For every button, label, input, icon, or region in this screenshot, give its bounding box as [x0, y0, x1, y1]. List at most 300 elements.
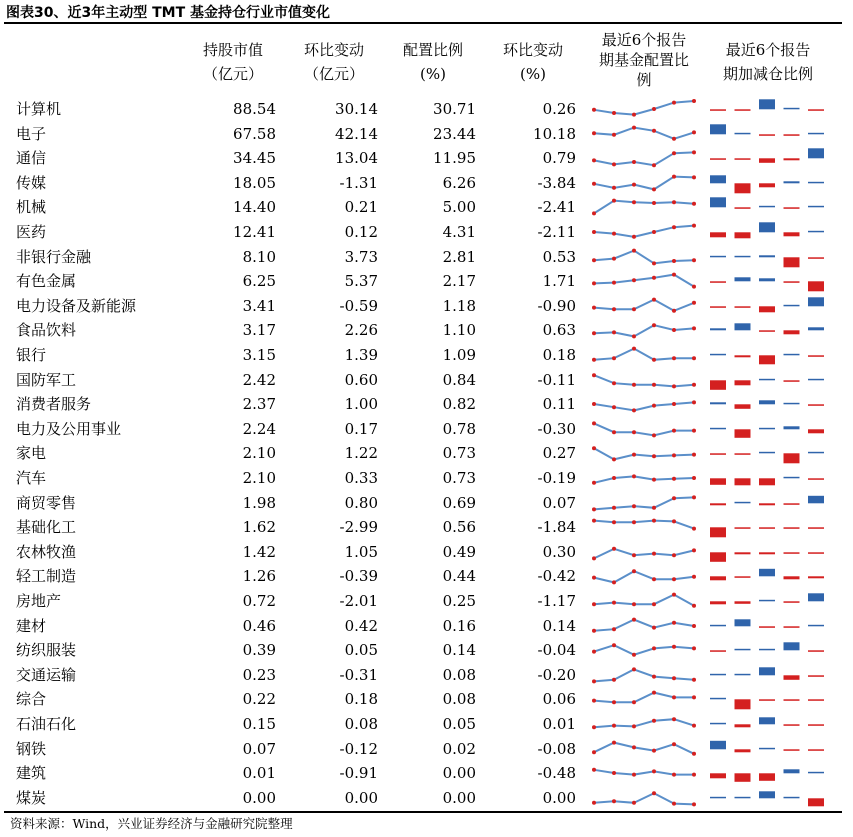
position-change-bar: [759, 428, 775, 430]
trend-point: [652, 276, 656, 280]
header-line: 环比变动: [502, 41, 563, 59]
value-cell: 30.71: [433, 100, 476, 118]
trend-point: [612, 547, 616, 551]
table-row: [0, 122, 853, 147]
value-cell: 5.00: [442, 198, 476, 217]
position-change-bar: [759, 747, 775, 749]
position-change-bars: [708, 269, 826, 294]
trend-point: [692, 285, 696, 289]
value-cell: 0.18: [542, 346, 576, 364]
position-change-bar: [808, 552, 824, 554]
header-line: 期加减仓比例: [722, 65, 813, 83]
value-cell: 8.10: [242, 247, 276, 266]
position-change-bar: [784, 426, 800, 429]
trend-point: [592, 258, 596, 262]
position-change-bar: [735, 255, 751, 256]
trend-point: [632, 248, 636, 252]
trend-point: [692, 773, 696, 777]
position-change-bar: [759, 99, 775, 109]
trend-point: [632, 182, 636, 186]
position-change-bar: [759, 478, 775, 485]
trend-line: [594, 693, 694, 703]
position-change-bar: [759, 183, 775, 187]
trend-sparkline: [588, 540, 700, 565]
trend-point: [632, 617, 636, 621]
trend-point: [652, 519, 656, 523]
trend-point: [692, 527, 696, 531]
table-row: [0, 343, 853, 368]
position-change-bars: [708, 737, 826, 762]
value-cell: 0.00: [542, 788, 576, 807]
trend-point: [692, 428, 696, 432]
position-change-bar: [808, 109, 824, 111]
position-change-bar: [735, 552, 751, 554]
position-change-bar: [759, 278, 775, 281]
position-change-bar: [808, 355, 824, 357]
value-cell: 0.46: [242, 616, 276, 635]
trend-sparkline: [588, 343, 700, 368]
value-cell: 2.26: [344, 321, 378, 340]
trend-point: [632, 453, 636, 457]
value-cell: 0.06: [542, 690, 576, 709]
header-line: (%): [420, 65, 446, 83]
position-change-bars: [708, 368, 826, 393]
trend-point: [632, 602, 636, 606]
trend-point: [632, 235, 636, 239]
table-row: [0, 195, 853, 220]
trend-point: [672, 477, 676, 481]
header-line: （亿元）: [303, 65, 364, 83]
trend-sparkline: [588, 294, 700, 319]
trend-point: [612, 601, 616, 605]
position-change-bar: [735, 797, 751, 799]
position-change-bars: [708, 687, 826, 712]
value-cell: -0.11: [537, 370, 576, 389]
position-change-bar: [759, 158, 775, 163]
table-row: [0, 466, 853, 491]
table-row: [0, 638, 853, 663]
trend-point: [672, 309, 676, 313]
value-cell: 0.82: [442, 395, 476, 414]
table-row: [0, 761, 853, 786]
position-change-bar: [784, 577, 800, 580]
position-change-bar: [735, 277, 751, 281]
trend-sparkline: [588, 638, 700, 663]
position-change-bar: [784, 208, 800, 210]
trend-point: [692, 401, 696, 405]
trend-line: [594, 742, 694, 753]
trend-point: [652, 230, 656, 234]
trend-point: [592, 182, 596, 186]
value-cell: -1.84: [537, 518, 576, 537]
table-row: [0, 220, 853, 245]
trend-point: [612, 232, 616, 236]
table-row: [0, 614, 853, 639]
trend-point: [672, 428, 676, 432]
trend-point: [652, 748, 656, 752]
trend-point: [632, 504, 636, 508]
trend-point: [672, 696, 676, 700]
position-change-bar: [710, 380, 726, 390]
trend-point: [632, 801, 636, 805]
trend-point: [692, 453, 696, 457]
value-cell: 0.30: [542, 542, 576, 561]
header-trend: [586, 30, 702, 90]
header-position-change: [708, 38, 828, 86]
industry-name: 电力及公用事业: [16, 419, 122, 438]
value-cell: 1.98: [242, 493, 276, 512]
position-change-bar: [784, 134, 800, 136]
value-cell: -0.39: [339, 567, 378, 586]
source-note: 资料来源：Wind，兴业证券经济与金融研究院整理: [10, 816, 293, 831]
value-cell: 30.14: [335, 100, 378, 118]
position-change-bar: [735, 619, 751, 626]
trend-point: [612, 581, 616, 585]
trend-point: [612, 356, 616, 360]
trend-point: [592, 519, 596, 523]
trend-sparkline: [588, 97, 700, 122]
trend-point: [692, 130, 696, 134]
value-cell: -1.31: [339, 173, 378, 192]
trend-point: [632, 382, 636, 386]
value-cell: 0.79: [542, 149, 576, 168]
position-change-bars: [708, 122, 826, 147]
trend-sparkline: [588, 245, 700, 270]
trend-sparkline: [588, 761, 700, 786]
value-cell: 3.73: [344, 247, 378, 266]
position-change-bars: [708, 515, 826, 540]
table-row: [0, 146, 853, 171]
trend-point: [672, 496, 676, 500]
trend-line: [594, 349, 694, 360]
trend-point: [652, 791, 656, 795]
position-change-bar: [735, 454, 751, 456]
table-row: [0, 712, 853, 737]
position-change-bar: [808, 624, 824, 626]
position-change-bar: [759, 255, 775, 257]
table-row: [0, 269, 853, 294]
position-change-bar: [735, 773, 751, 782]
trend-point: [672, 742, 676, 746]
trend-sparkline: [588, 687, 700, 712]
trend-point: [692, 327, 696, 331]
trend-point: [612, 678, 616, 682]
position-change-bars: [708, 761, 826, 786]
trend-point: [632, 278, 636, 282]
position-change-bar: [784, 769, 800, 773]
value-cell: 0.14: [542, 616, 576, 635]
position-change-bar: [710, 503, 726, 505]
trend-point: [612, 701, 616, 705]
trend-point: [672, 402, 676, 406]
position-change-bar: [808, 650, 824, 652]
position-change-bars: [708, 343, 826, 368]
value-cell: -0.12: [339, 739, 378, 758]
trend-point: [592, 699, 596, 703]
position-change-bar: [710, 624, 726, 626]
position-change-bar: [759, 791, 775, 798]
trend-point: [632, 474, 636, 478]
trend-point: [632, 773, 636, 777]
trend-point: [692, 356, 696, 360]
position-change-bar: [784, 552, 800, 554]
trend-point: [592, 768, 596, 772]
table-row: [0, 564, 853, 589]
value-cell: 1.00: [344, 395, 378, 414]
value-cell: -0.31: [339, 665, 378, 684]
trend-line: [594, 275, 694, 287]
value-cell: 0.33: [344, 469, 378, 487]
trend-point: [692, 802, 696, 806]
industry-name: 银行: [16, 346, 47, 364]
value-cell: 67.58: [233, 124, 276, 143]
trend-point: [692, 548, 696, 552]
position-change-bar: [808, 328, 824, 331]
position-change-bar: [784, 527, 800, 529]
value-cell: 6.25: [242, 272, 276, 291]
trend-point: [672, 801, 676, 805]
header-line: 例: [636, 71, 652, 89]
position-change-bar: [710, 158, 726, 160]
trend-line: [594, 476, 694, 482]
position-change-bar: [784, 642, 800, 650]
value-cell: -1.17: [537, 592, 576, 610]
position-change-bar: [784, 454, 800, 464]
trend-point: [632, 430, 636, 434]
position-change-bar: [808, 798, 824, 806]
trend-point: [652, 382, 656, 386]
industry-name: 钢铁: [16, 739, 47, 758]
value-cell: 0.22: [242, 690, 276, 709]
trend-point: [632, 307, 636, 311]
value-cell: 2.17: [442, 272, 476, 291]
industry-name: 电子: [16, 124, 47, 143]
position-change-bar: [710, 577, 726, 581]
position-change-bar: [759, 452, 775, 454]
value-cell: -0.08: [537, 739, 576, 758]
trend-sparkline: [588, 491, 700, 516]
position-change-bar: [759, 552, 775, 554]
value-cell: 0.56: [442, 518, 476, 537]
trend-point: [652, 647, 656, 651]
trend-point: [672, 593, 676, 597]
position-change-bar: [759, 626, 775, 628]
trend-point: [672, 356, 676, 360]
value-cell: 23.44: [433, 124, 476, 143]
value-cell: 0.11: [542, 395, 576, 414]
table-row: [0, 245, 853, 270]
position-change-bar: [759, 206, 775, 208]
position-change-bar: [759, 503, 775, 505]
trend-line: [594, 153, 694, 166]
value-cell: -2.11: [537, 223, 576, 241]
trend-sparkline: [588, 392, 700, 417]
position-change-bar: [784, 503, 800, 505]
position-change-bar: [784, 797, 800, 799]
industry-name: 非银行金融: [16, 247, 92, 266]
position-change-bar: [808, 452, 824, 454]
position-change-bar: [784, 675, 800, 680]
industry-name: 食品饮料: [16, 321, 77, 340]
position-change-bar: [735, 478, 751, 485]
trend-sparkline: [588, 417, 700, 442]
trend-point: [592, 750, 596, 754]
trend-point: [652, 404, 656, 408]
position-change-bar: [808, 404, 824, 406]
position-change-bar: [784, 724, 800, 726]
trend-point: [652, 201, 656, 205]
position-change-bar: [808, 132, 824, 134]
position-change-bar: [808, 700, 824, 702]
trend-point: [692, 175, 696, 179]
trend-point: [672, 384, 676, 388]
trend-point: [612, 799, 616, 803]
industry-name: 综合: [16, 690, 47, 709]
value-cell: 0.07: [242, 739, 276, 758]
trend-point: [672, 136, 676, 140]
position-change-bar: [735, 380, 751, 385]
trend-point: [632, 201, 636, 205]
position-change-bar: [784, 108, 800, 110]
trend-point: [672, 259, 676, 263]
trend-point: [612, 643, 616, 647]
industry-name: 家电: [16, 444, 47, 463]
trend-point: [672, 174, 676, 178]
industry-name: 建筑: [16, 764, 47, 783]
position-change-bar: [759, 306, 775, 312]
value-cell: 0.05: [442, 715, 476, 733]
value-cell: 13.04: [335, 149, 378, 168]
trend-point: [652, 261, 656, 265]
value-cell: 0.84: [442, 370, 476, 389]
trend-point: [592, 650, 596, 654]
value-cell: -3.84: [537, 173, 576, 192]
position-change-bar: [784, 380, 800, 382]
value-cell: 1.71: [542, 272, 576, 291]
value-cell: 0.05: [344, 641, 378, 660]
position-change-bar: [759, 527, 775, 529]
value-cell: 0.80: [344, 493, 378, 512]
trend-point: [692, 624, 696, 628]
value-cell: 0.08: [442, 690, 476, 709]
trend-point: [692, 99, 696, 103]
trend-point: [652, 505, 656, 509]
trend-point: [672, 225, 676, 229]
trend-point: [612, 724, 616, 728]
trend-point: [612, 520, 616, 524]
value-cell: 2.81: [442, 247, 476, 266]
industry-name: 煤炭: [16, 788, 47, 807]
value-cell: -2.41: [537, 198, 576, 217]
table-row: [0, 687, 853, 712]
value-cell: 1.18: [442, 296, 476, 315]
trend-point: [612, 505, 616, 509]
trend-point: [612, 740, 616, 744]
trend-point: [692, 258, 696, 262]
industry-name: 轻工制造: [16, 567, 77, 586]
table-bottom-rule: [4, 811, 842, 813]
trend-point: [692, 751, 696, 755]
trend-sparkline: [588, 515, 700, 540]
position-change-bar: [759, 134, 775, 136]
trend-sparkline: [588, 712, 700, 737]
position-change-bar: [784, 281, 800, 283]
value-cell: 0.01: [542, 715, 576, 733]
header-line: 环比变动: [303, 41, 364, 59]
position-change-bar: [735, 404, 751, 409]
table-row: [0, 737, 853, 762]
position-change-bar: [808, 749, 824, 751]
position-change-bar: [808, 206, 824, 208]
trend-point: [612, 307, 616, 311]
trend-line: [594, 423, 694, 435]
trend-point: [652, 455, 656, 459]
trend-point: [672, 676, 676, 680]
industry-name: 石油石化: [16, 715, 77, 733]
position-change-bar: [735, 674, 751, 676]
position-change-bars: [708, 245, 826, 270]
header-line: 最近6个报告: [601, 31, 687, 49]
header-line: （亿元）: [202, 65, 263, 83]
trend-point: [672, 273, 676, 277]
trend-point: [612, 771, 616, 775]
table-row: [0, 663, 853, 688]
value-cell: -2.01: [339, 592, 378, 610]
position-change-bar: [710, 797, 726, 799]
trend-point: [592, 556, 596, 560]
trend-line: [594, 449, 694, 460]
value-cell: 0.69: [442, 493, 476, 512]
position-change-bars: [708, 589, 826, 614]
value-cell: 0.21: [344, 198, 378, 217]
trend-sparkline: [588, 441, 700, 466]
value-cell: 0.60: [344, 370, 378, 389]
trend-point: [672, 645, 676, 649]
value-cell: 0.02: [442, 739, 476, 758]
trend-point: [612, 111, 616, 115]
trend-sparkline: [588, 737, 700, 762]
trend-point: [652, 163, 656, 167]
position-change-bar: [808, 257, 824, 259]
position-change-bars: [708, 146, 826, 171]
position-change-bars: [708, 491, 826, 516]
trend-point: [692, 301, 696, 305]
value-cell: 14.40: [233, 198, 276, 217]
value-cell: 3.15: [242, 346, 276, 364]
trend-point: [592, 507, 596, 511]
position-change-bars: [708, 466, 826, 491]
trend-point: [632, 701, 636, 705]
trend-point: [592, 282, 596, 286]
value-cell: 2.10: [242, 444, 276, 463]
trend-point: [692, 647, 696, 651]
trend-line: [594, 497, 694, 509]
position-change-bar: [710, 329, 726, 331]
position-change-bar: [784, 601, 800, 603]
trend-point: [632, 724, 636, 728]
value-cell: 2.24: [242, 419, 276, 438]
position-change-bar: [710, 402, 726, 404]
position-change-bar: [759, 717, 775, 724]
trend-point: [672, 620, 676, 624]
trend-point: [672, 328, 676, 332]
value-cell: 0.73: [442, 469, 476, 487]
industry-name: 有色金属: [16, 272, 77, 291]
trend-point: [592, 421, 596, 425]
industry-name: 房地产: [16, 592, 62, 610]
trend-line: [594, 645, 694, 655]
position-change-bar: [808, 281, 824, 291]
